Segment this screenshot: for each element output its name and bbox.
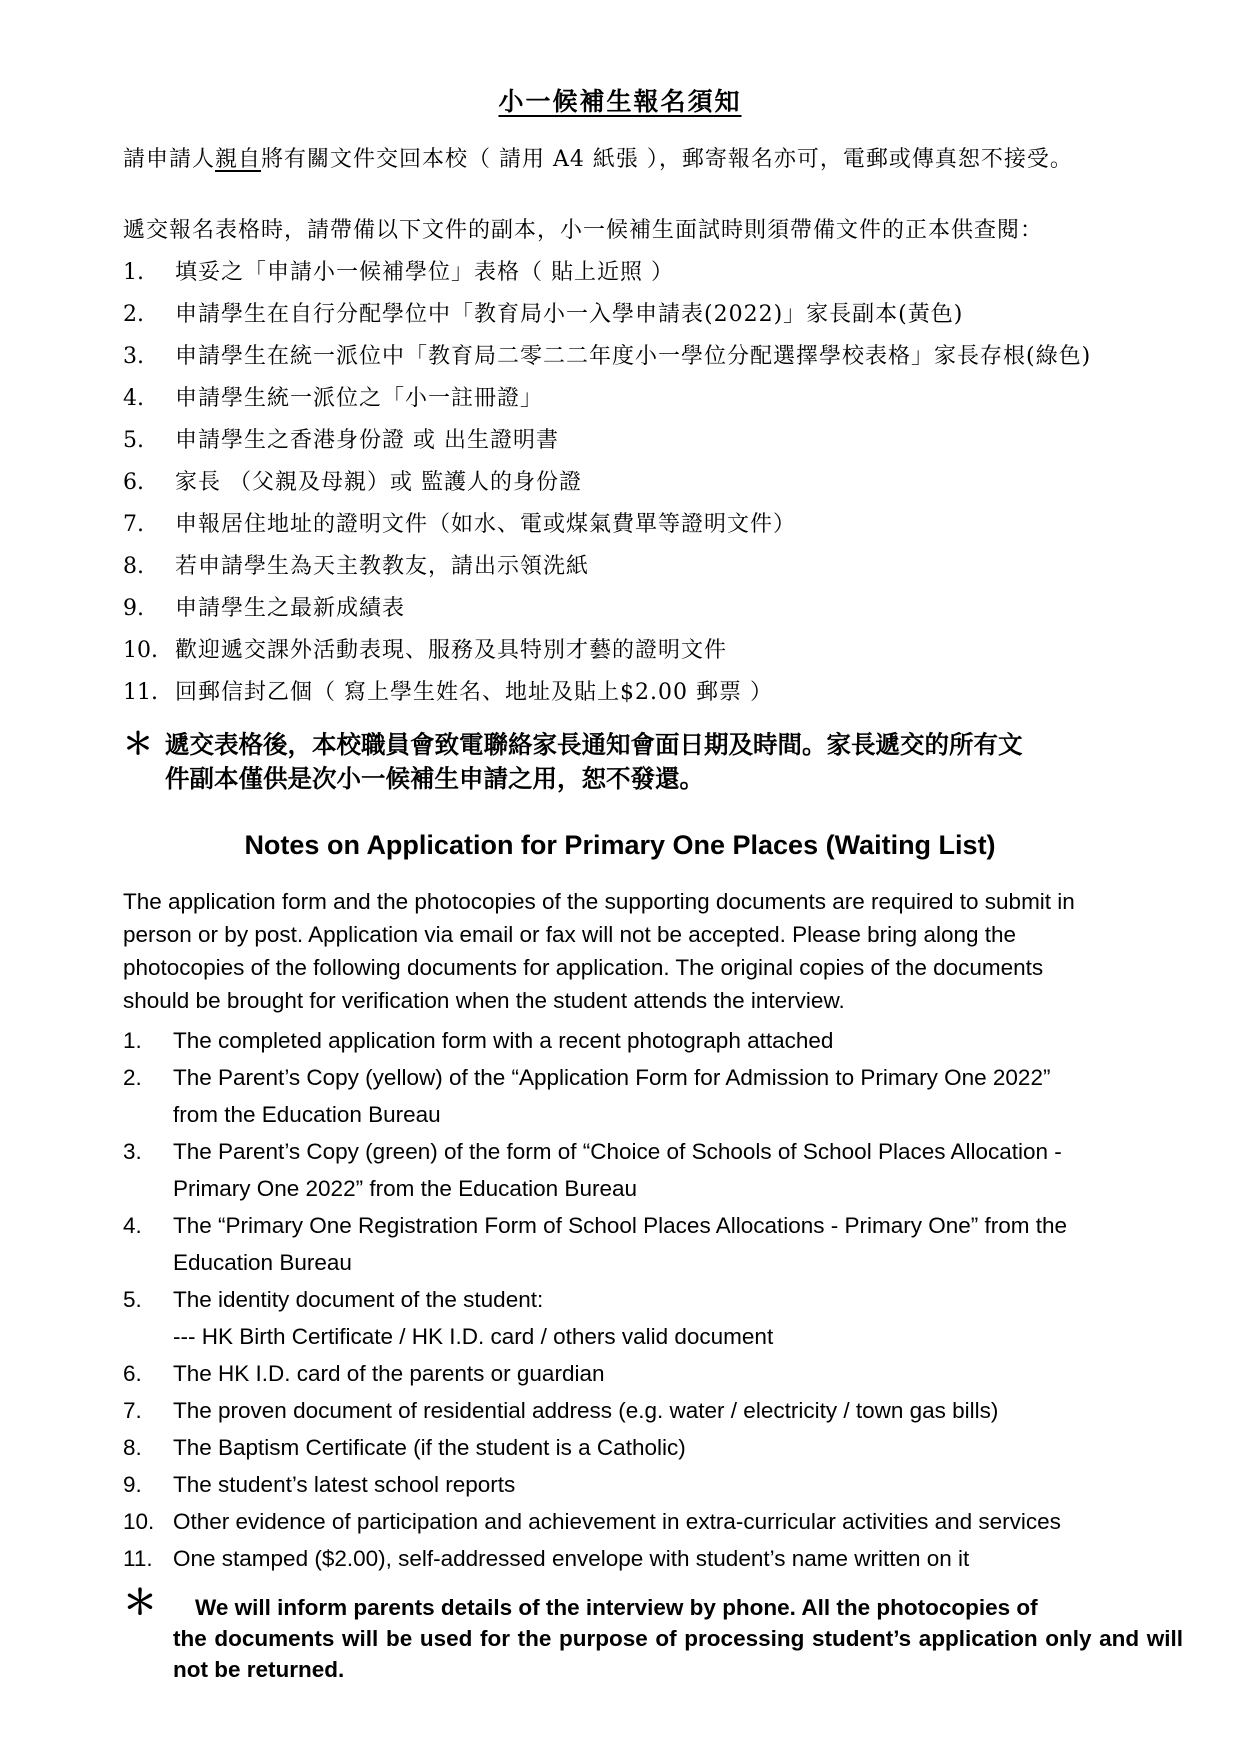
zh-item-text: 若申請學生為天主教教友，請出示領洗紙	[175, 554, 590, 579]
en-item-text: The completed application form with a recent photograph attached	[173, 1028, 834, 1053]
en-list-item	[123, 1429, 1183, 1466]
zh-item-text: 申請學生之最新成績表	[175, 596, 406, 621]
zh-list-item	[123, 384, 1091, 426]
en-intro	[123, 885, 1183, 1017]
zh-intro-underlined: 親自	[215, 147, 262, 172]
zh-list-item	[123, 426, 1091, 468]
zh-list-item	[123, 342, 1091, 384]
en-list-item	[123, 1355, 1183, 1392]
en-list-item	[123, 1466, 1183, 1503]
zh-item-number: 4.	[123, 386, 144, 411]
en-list-item	[123, 1133, 1183, 1207]
en-item-text: The proven document of residential address (e.g. water / electricity / town gas bills)	[173, 1398, 999, 1423]
zh-item-text: 回郵信封乙個（ 寫上學生姓名、地址及貼上$2.00 郵票 ）	[175, 680, 773, 705]
en-item-text: One stamped ($2.00), self-addressed envelope with student’s name written on it	[173, 1546, 970, 1571]
zh-item-text: 申報居住地址的證明文件（如水、電或煤氣費單等證明文件）	[175, 512, 797, 537]
en-item-text: Primary One 2022” from the Education Bureau	[173, 1176, 637, 1201]
en-item-number: 3.	[123, 1139, 142, 1164]
en-item-text: The Baptism Certificate (if the student is a Catholic)	[173, 1435, 686, 1460]
en-item-number: 4.	[123, 1213, 142, 1238]
zh-item-number: 10.	[123, 638, 158, 663]
zh-list-item	[123, 468, 1091, 510]
zh-item-text: 申請學生在自行分配學位中「教育局小一入學申請表(2022)」家長副本(黃色)	[175, 302, 964, 327]
zh-item-number: 8.	[123, 554, 144, 579]
zh-note-line-1: 遞交表格後，本校職員會致電聯絡家長通知會面日期及時間。家長遞交的所有文	[165, 730, 1023, 759]
en-intro-line: person or by post. Application via email or fax will not be accepted. Please bring along the	[123, 922, 1017, 947]
zh-item-number: 7.	[123, 512, 144, 537]
zh-instruction: 遞交報名表格時，請帶備以下文件的副本，小一候補生面試時則須帶備文件的正本供查閱：	[123, 218, 1044, 243]
en-list-item	[123, 1540, 1183, 1577]
zh-item-number: 9.	[123, 596, 144, 621]
zh-intro	[123, 142, 1073, 173]
en-item-number: 5.	[123, 1287, 142, 1312]
zh-intro-suffix: 將有關文件交回本校（ 請用 A4 紙張 ），郵寄報名亦可，電郵或傳真恕不接受。	[261, 147, 1073, 172]
zh-item-text: 家長 （父親及母親）或 監護人的身份證	[175, 470, 582, 495]
en-item-text: The “Primary One Registration Form of School Places Allocations - Primary One” from the	[173, 1213, 1068, 1238]
zh-document-list	[123, 258, 1091, 720]
zh-item-number: 1.	[123, 260, 144, 285]
en-item-text: --- HK Birth Certificate / HK I.D. card / others valid document	[173, 1324, 774, 1349]
zh-item-text: 申請學生之香港身份證 或 出生證明書	[175, 428, 559, 453]
zh-list-item	[123, 678, 1091, 720]
zh-item-text: 填妥之「申請小一候補學位」表格（ 貼上近照 ）	[175, 260, 674, 285]
en-item-number: 2.	[123, 1065, 142, 1090]
zh-item-number: 3.	[123, 344, 144, 369]
en-item-number: 1.	[123, 1028, 142, 1053]
en-note-line-1: We will inform parents details of the interview by phone. All the photocopies of	[195, 1595, 1038, 1620]
en-item-number: 8.	[123, 1435, 142, 1460]
zh-list-item	[123, 594, 1091, 636]
en-item-text: The identity document of the student:	[173, 1287, 544, 1312]
zh-item-text: 申請學生在統一派位中「教育局二零二二年度小一學位分配選擇學校表格」家長存根(綠色)	[175, 344, 1092, 369]
en-title: Notes on Application for Primary One Places (Waiting List)	[244, 830, 996, 860]
en-item-text: The Parent’s Copy (green) of the form of “Choice of Schools of School Places Allocation -	[173, 1139, 1062, 1164]
en-item-text: The HK I.D. card of the parents or guardian	[173, 1361, 605, 1386]
zh-item-text: 申請學生統一派位之「小一註冊證」	[175, 386, 544, 411]
en-list-item	[123, 1059, 1183, 1133]
en-item-text: The Parent’s Copy (yellow) of the “Application Form for Admission to Primary One 2022”	[173, 1065, 1051, 1090]
en-item-text: Education Bureau	[173, 1250, 352, 1275]
en-item-text: The student’s latest school reports	[173, 1472, 516, 1497]
zh-item-number: 6.	[123, 470, 144, 495]
zh-item-number: 11.	[123, 680, 158, 705]
en-intro-line: should be brought for verification when the student attends the interview.	[123, 988, 845, 1013]
zh-title-text: 小一候補生報名須知	[498, 87, 742, 116]
en-item-number: 10.	[123, 1509, 155, 1534]
en-item-number: 11.	[123, 1546, 153, 1571]
zh-item-number: 5.	[123, 428, 144, 453]
en-list-item	[123, 1022, 1183, 1059]
en-intro-line: photocopies of the following documents for application. The original copies of the documents	[123, 955, 1044, 980]
en-item-number: 9.	[123, 1472, 142, 1497]
en-intro-line: The application form and the photocopies of the supporting documents are required to submit in	[123, 889, 1075, 914]
en-list-item	[123, 1503, 1183, 1540]
zh-intro-prefix: 請申請人	[123, 147, 216, 172]
zh-list-item	[123, 258, 1091, 300]
en-list-item	[123, 1207, 1183, 1281]
zh-item-number: 2.	[123, 302, 144, 327]
en-list-item	[123, 1392, 1183, 1429]
zh-item-text: 歡迎遞交課外活動表現、服務及具特別才藝的證明文件	[175, 638, 728, 663]
zh-list-item	[123, 636, 1091, 678]
zh-list-item	[123, 510, 1091, 552]
en-item-number: 6.	[123, 1361, 142, 1386]
en-note-rest: the documents will be used for the purpose of processing student’s application only and will not be returned.	[173, 1626, 1183, 1682]
en-item-text: from the Education Bureau	[173, 1102, 441, 1127]
en-list-item	[123, 1281, 1183, 1355]
zh-list-item	[123, 552, 1091, 594]
asterisk-icon: ＊	[123, 727, 153, 762]
en-item-text: Other evidence of participation and achievement in extra-curricular activities and services	[173, 1509, 1061, 1534]
en-document-list	[123, 1022, 1183, 1577]
asterisk-icon: ＊	[123, 1583, 157, 1623]
zh-note-line-2: 件副本僅供是次小一候補生申請之用，恕不發還。	[165, 764, 704, 793]
zh-important-note	[123, 728, 1183, 796]
en-important-note	[123, 1583, 1183, 1685]
zh-title	[0, 82, 1240, 118]
zh-list-item	[123, 300, 1091, 342]
en-item-number: 7.	[123, 1398, 142, 1423]
